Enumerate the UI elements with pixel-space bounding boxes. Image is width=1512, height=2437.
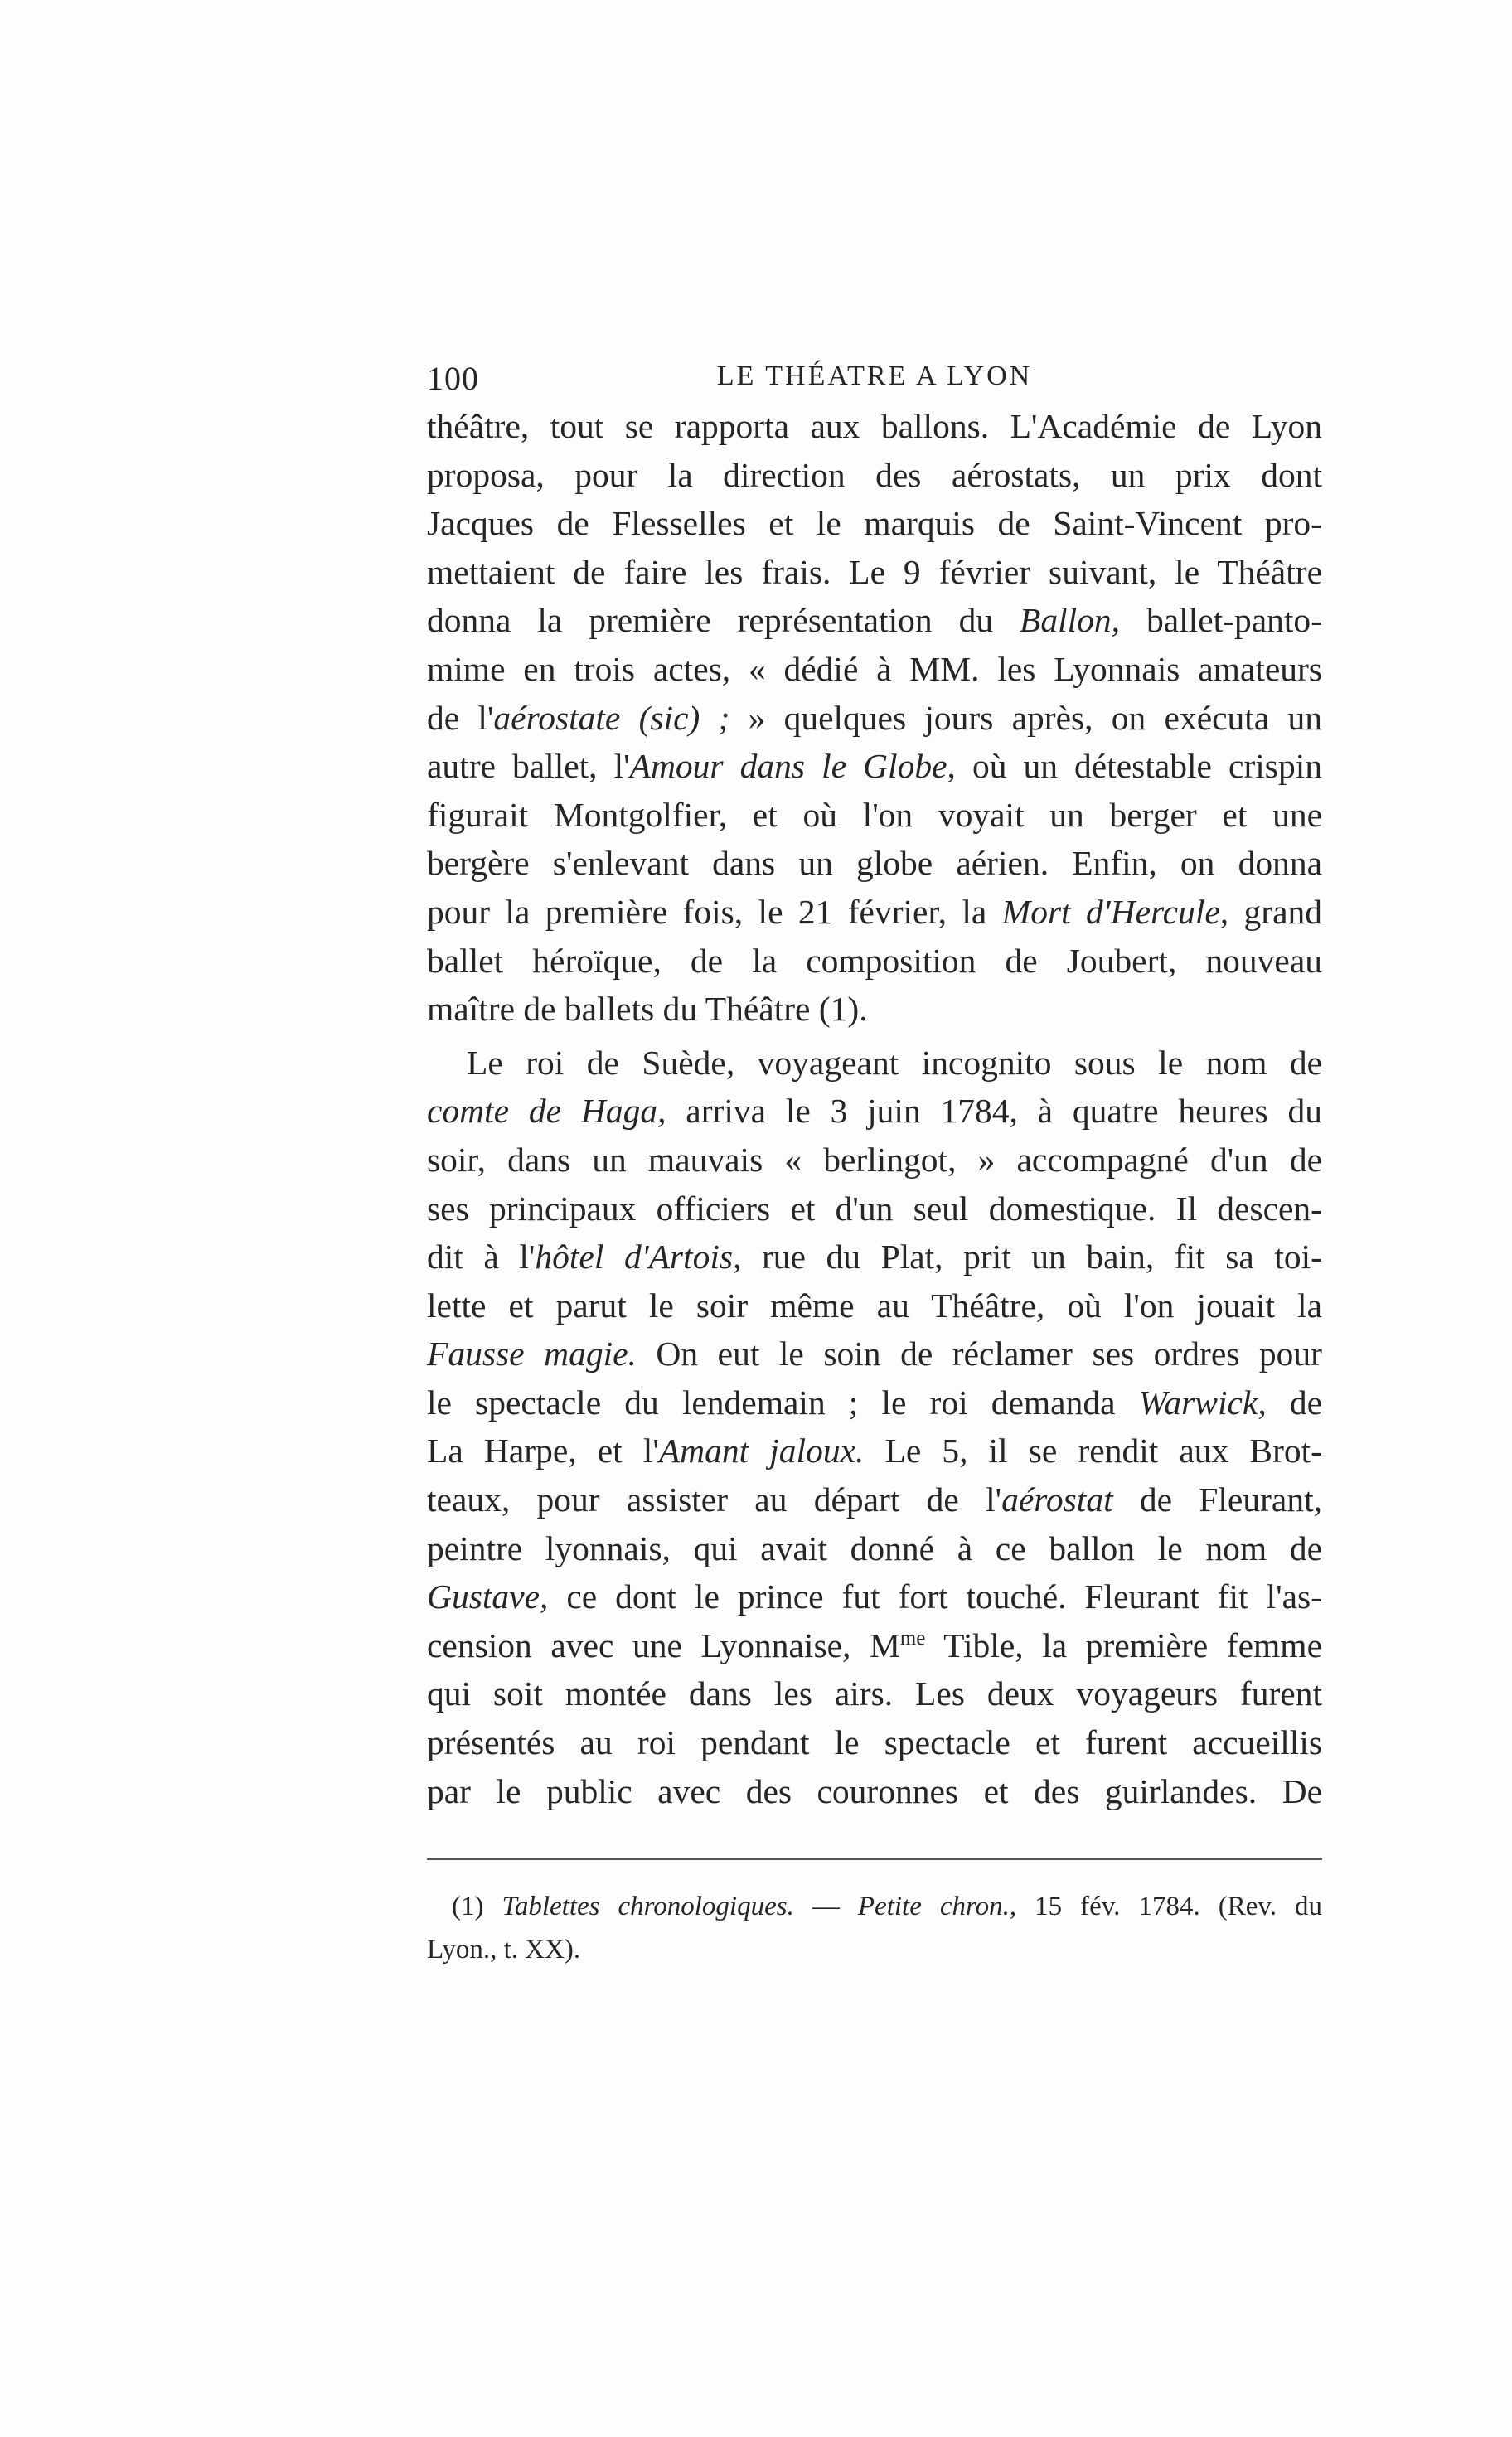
text-line: autre ballet, l'Amour dans le Globe, où un détestable crispin — [427, 747, 1322, 786]
text-line: donna la première représentation du Ballon, ballet-panto- — [427, 601, 1322, 640]
book-page — [427, 352, 1322, 1971]
text-line: teaux, pour assister au départ de l'aérostat de Fleurant, — [427, 1480, 1322, 1519]
footnote — [427, 1885, 1322, 1971]
italic-title: Mort d'Hercule, — [1001, 892, 1229, 931]
text-line: lette et parut le soir même au Théâtre, où l'on jouait la — [427, 1286, 1322, 1325]
text-line: présentés au roi pendant le spectacle et furent accueillis — [427, 1723, 1322, 1762]
text-line: dit à l'hôtel d'Artois, rue du Plat, prit un bain, fit sa toi- — [427, 1238, 1322, 1277]
italic-title: comte de Haga, — [427, 1092, 666, 1131]
paragraph — [427, 1039, 1322, 1816]
text-line: maître de ballets du Théâtre (1). — [427, 990, 868, 1029]
italic-title: Amant jaloux. — [658, 1432, 865, 1470]
text-line: proposa, pour la direction des aérostats, un prix dont — [427, 455, 1322, 494]
text-line: de l'aérostate (sic) ; » quelques jours après, on exécuta un — [427, 698, 1322, 737]
italic-title: Warwick, — [1138, 1383, 1267, 1422]
italic-title: Amour dans le Globe, — [629, 747, 956, 786]
superscript: me — [899, 1627, 926, 1650]
footnote-line: (1) Tablettes chronologiques. — Petite chron., 15 fév. 1784. (Rev. du — [452, 1892, 1322, 1922]
text-line: Fausse magie. On eut le soin de réclamer ses ordres pour — [427, 1335, 1322, 1374]
text-line: Jacques de Flesselles et le marquis de Saint-Vincent pro- — [427, 504, 1322, 543]
text-line: mettaient de faire les frais. Le 9 février suivant, le Théâtre — [427, 552, 1322, 591]
footnote-divider — [427, 1858, 1322, 1860]
text-line: le spectacle du lendemain ; le roi demanda Warwick, de — [427, 1383, 1322, 1422]
page-number: 100 — [427, 360, 479, 397]
text-line: soir, dans un mauvais « berlingot, » accompagné d'un de — [427, 1140, 1322, 1179]
text-line: La Harpe, et l'Amant jaloux. Le 5, il se rendit aux Brot- — [427, 1432, 1322, 1470]
text-line: Le roi de Suède, voyageant incognito sous le nom de — [467, 1043, 1322, 1082]
text-line: théâtre, tout se rapporta aux ballons. L'Académie de Lyon — [427, 407, 1322, 445]
text-line: ses principaux officiers et d'un seul domestique. Il descen- — [427, 1189, 1322, 1228]
italic-title: aérostat — [1001, 1480, 1113, 1519]
text-line: peintre lyonnais, qui avait donné à ce ballon le nom de — [427, 1529, 1322, 1567]
italic-title: Ballon, — [1020, 601, 1121, 640]
text-line: pour la première fois, le 21 février, la Mort d'Hercule, grand — [427, 892, 1323, 931]
text-line: par le public avec des couronnes et des guirlandes. De — [427, 1771, 1322, 1810]
italic-title: hôtel d'Artois, — [535, 1238, 742, 1277]
paragraph — [427, 402, 1322, 1034]
text-line: figurait Montgolfier, et où l'on voyait un berger et une — [427, 795, 1322, 834]
running-title: LE THÉATRE A LYON — [716, 361, 1033, 391]
text-line: bergère s'enlevant dans un globe aérien. Enfin, on donna — [427, 844, 1322, 883]
text-line: comte de Haga, arriva le 3 juin 1784, à quatre heures du — [427, 1092, 1323, 1131]
italic-title: Gustave, — [427, 1577, 549, 1616]
italic-title: aérostate (sic) ; — [493, 698, 730, 737]
page-header — [427, 352, 1322, 402]
main-text — [427, 402, 1322, 1815]
italic-title: Fausse magie. — [427, 1335, 637, 1374]
footnote-line: Lyon., t. XX). — [427, 1935, 581, 1965]
text-line: ballet héroïque, de la composition de Joubert, nouveau — [427, 941, 1322, 980]
text-line: Gustave, ce dont le prince fut fort touché. Fleurant fit l'as- — [427, 1577, 1322, 1616]
text-line: mime en trois actes, « dédié à MM. les Lyonnais amateurs — [427, 649, 1322, 688]
text-line: cension avec une Lyonnaise, $M^{me}$ Tible, la première femme — [427, 1625, 1322, 1664]
text-line: qui soit montée dans les airs. Les deux voyageurs furent — [427, 1674, 1322, 1713]
